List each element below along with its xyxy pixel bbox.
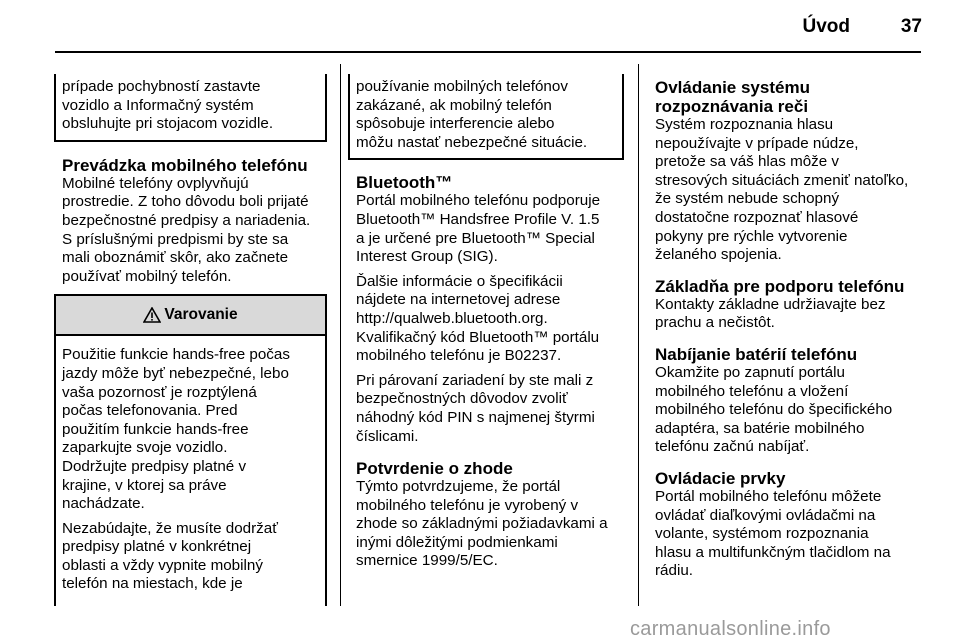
column-1	[62, 78, 327, 606]
text-line: hlasu a multifunkčným tlačidlom na	[655, 543, 891, 561]
continued-warning-box	[54, 74, 327, 142]
text-line: náhodný kód PIN s najmenej štyrmi	[356, 408, 595, 426]
text-line: Kontakty základne udržiavajte bez	[655, 295, 886, 313]
controls-text	[655, 488, 945, 581]
mobile-operation-text	[62, 175, 327, 287]
text-line: S príslušnými predpismi by ste sa	[62, 230, 289, 248]
text-line: Portál mobilného telefónu môžete	[655, 487, 882, 505]
text-line: číslicami.	[356, 427, 419, 445]
text-line: bezpečnostné predpisy a nariadenia.	[62, 211, 311, 229]
text-line: mobilného telefónu a vložení	[655, 382, 849, 400]
text-line: mali oboznámiť skôr, ako začnete	[62, 249, 289, 267]
text-line: Mobilné telefóny ovplyvňujú	[62, 174, 249, 192]
text-line: Týmto potvrdzujeme, že portál	[356, 478, 561, 496]
box-line: spôsobuje interferencie alebo	[356, 115, 555, 133]
box-line: prípade pochybností zastavte	[62, 78, 261, 95]
text-line: pretože sa váš hlas môže v	[655, 153, 840, 171]
text-line: bezpečnostných dôvodov zvoliť	[356, 390, 568, 408]
voice-control-text	[655, 116, 945, 265]
continued-warning-box	[348, 74, 624, 160]
box-line: obsluhujte pri stojacom vozidle.	[62, 115, 274, 133]
text-line: http://qualweb.bluetooth.org.	[356, 309, 548, 327]
box-line: zakázané, ak mobilný telefón	[356, 96, 552, 114]
warning-line: predpisy platné v konkrétnej	[62, 538, 252, 556]
warning-line: oblasti a vždy vypnite mobilný	[62, 556, 263, 574]
bluetooth-paragraph-3	[356, 372, 624, 446]
text-line: Interest Group (SIG).	[356, 248, 498, 266]
bluetooth-paragraph-1	[356, 192, 624, 266]
warning-line: nachádzate.	[62, 495, 145, 513]
text-line: volante, systémom rozpoznania	[655, 525, 869, 543]
heading-conformity: Potvrdenie o zhode	[356, 459, 513, 479]
text-line: Bluetooth™ Handsfree Profile V. 1.5	[356, 210, 600, 228]
warning-header	[56, 296, 325, 336]
warning-line: Použitie funkcie hands-free počas	[62, 346, 290, 364]
box-line: používanie mobilných telefónov	[356, 78, 568, 95]
text-line: a je určené pre Bluetooth™ Special	[356, 229, 595, 247]
warning-line: Nezabúdajte, že musíte dodržať	[62, 519, 278, 537]
text-line: mobilného telefónu je B02237.	[356, 347, 562, 365]
text-line: pokyny pre rýchle vytvorenie	[655, 227, 848, 245]
warning-box	[54, 294, 327, 606]
heading-voice-control: Ovládanie systému	[655, 78, 810, 97]
column-3	[655, 78, 945, 581]
text-line: mobilného telefónu je vyrobený v	[356, 496, 579, 514]
box-line: vozidlo a Informačný systém	[62, 96, 254, 114]
text-line: zhode so základnými požiadavkami a	[356, 515, 608, 533]
warning-line: zaparkujte svoje vozidlo.	[62, 439, 228, 457]
text-line: inými dôležitými podmienkami	[356, 533, 558, 551]
text-line: dostatočne rozpoznať hlasové	[655, 208, 859, 226]
header-rule	[55, 51, 921, 53]
text-line: telefónu začnú nabíjať.	[655, 438, 810, 456]
page-number: 37	[900, 16, 922, 37]
text-line: adaptéra, sa batérie mobilného	[655, 419, 865, 437]
warning-line: jazdy môže byť nebezpečné, lebo	[62, 364, 289, 382]
column-divider-left	[340, 64, 341, 606]
text-line: stresových situáciách zmeniť natoľko,	[655, 171, 909, 189]
text-line: používať mobilný telefón.	[62, 267, 232, 285]
heading-voice-control-line2: rozpoznávania reči	[655, 97, 809, 116]
phone-base-text	[655, 296, 945, 333]
warning-body	[56, 336, 325, 606]
conformity-text	[356, 478, 624, 571]
text-line: že systém nebude schopný	[655, 190, 840, 208]
warning-line: počas telefonovania. Pred	[62, 402, 238, 420]
text-line: rádiu.	[655, 562, 693, 580]
text-line: želaného spojenia.	[655, 246, 782, 264]
text-line: Okamžite po zapnutí portálu	[655, 363, 845, 381]
column-2	[356, 78, 624, 571]
text-line: nepoužívajte v prípade núdze,	[655, 134, 859, 152]
warning-title: Varovanie	[164, 306, 238, 324]
text-line: Systém rozpoznania hlasu	[655, 116, 834, 133]
heading-phone-base: Základňa pre podporu telefónu	[655, 276, 905, 296]
text-line: Kvalifikačný kód Bluetooth™ portálu	[356, 328, 600, 346]
text-line: mobilného telefónu do špecifického	[655, 401, 893, 419]
warning-line: krajine, v ktorej sa práve	[62, 476, 227, 494]
text-line: Ďalšie informácie o špecifikácii	[356, 272, 563, 290]
text-line: ovládať diaľkovými ovládačmi na	[655, 506, 876, 524]
battery-charging-text	[655, 364, 945, 457]
heading-battery-charging: Nabíjanie batérií telefónu	[655, 344, 858, 364]
watermark: carmanualsonline.info	[630, 618, 831, 640]
text-line: prachu a nečistôt.	[655, 314, 775, 332]
warning-line: Dodržujte predpisy platné v	[62, 457, 247, 475]
section-title: Úvod	[802, 16, 850, 37]
warning-line: telefón na miestach, kde je	[62, 575, 243, 593]
text-line: Pri párovaní zariadení by ste mali z	[356, 371, 594, 389]
heading-bluetooth: Bluetooth™	[356, 173, 453, 193]
bluetooth-paragraph-2	[356, 273, 624, 366]
text-line: smernice 1999/5/EC.	[356, 552, 498, 570]
box-line: môžu nastať nebezpečné situácie.	[356, 133, 588, 151]
warning-triangle-icon	[143, 307, 161, 323]
text-line: prostredie. Z toho dôvodu boli prijaté	[62, 193, 309, 211]
warning-line: vaša pozornosť je rozptýlená	[62, 383, 257, 401]
heading-controls: Ovládacie prvky	[655, 468, 786, 488]
heading-mobile-operation: Prevádzka mobilného telefónu	[62, 155, 308, 175]
warning-line: použitím funkcie hands-free	[62, 420, 249, 438]
text-line: nájdete na internetovej adrese	[356, 291, 561, 309]
column-divider-right	[638, 64, 639, 606]
text-line: Portál mobilného telefónu podporuje	[356, 192, 601, 210]
